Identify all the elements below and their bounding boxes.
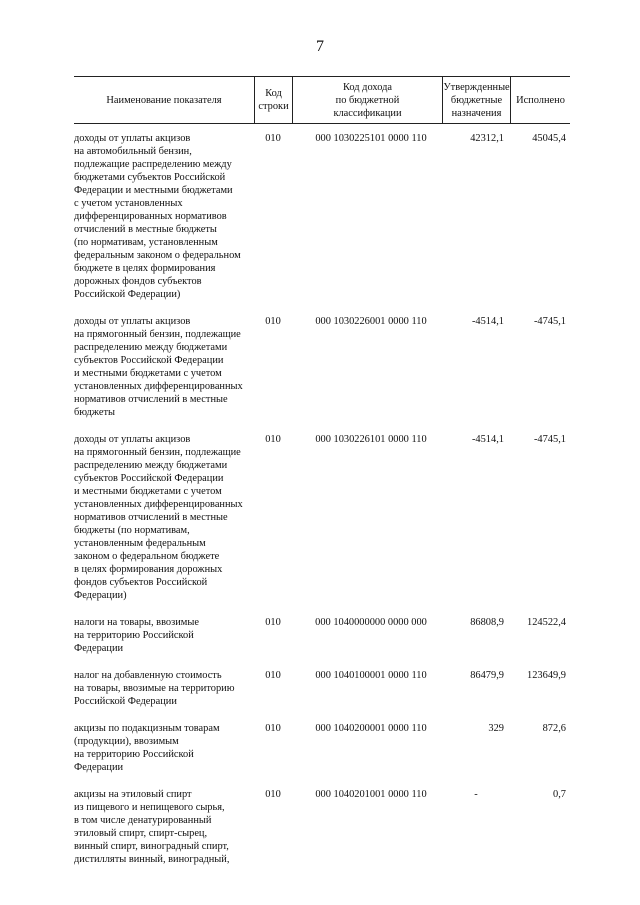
indicator-name: налог на добавленную стоимость на товары, ввозимые на территорию Российской Федерации bbox=[74, 670, 235, 707]
executed-amount: 872,6 bbox=[542, 723, 566, 734]
indicator-name: доходы от уплаты акцизов на автомобильный бензин, подлежащие распределению между бюджетами субъектов Российской Федерации и местными бюджетами с учетом установленных дифференцированных нормативов отчислений в местные бюджеты (по нормативам, установленным федеральным законом о федеральном бюджете в целях формирования дорожных фондов субъектов Российской Федерации) bbox=[74, 133, 241, 300]
indicator-name: налоги на товары, ввозимые на территорию Российской Федерации bbox=[74, 617, 199, 654]
budget-classification-code: 000 1030226101 0000 110 bbox=[315, 434, 427, 445]
indicator-name: доходы от уплаты акцизов на прямогонный бензин, подлежащие распределению между бюджетами субъектов Российской Федерации и местными бюджетами с учетом установленных дифференцированных нормативов отчислений в местные бюджеты (по нормативам, установленным федеральным законом о федеральном бюджете в целях формирования дорожных фондов субъектов Российской Федерации) bbox=[74, 434, 243, 601]
row-code: 010 bbox=[265, 316, 281, 327]
row-code: 010 bbox=[265, 434, 281, 445]
executed-amount: 0,7 bbox=[553, 789, 566, 800]
executed-amount: -4745,1 bbox=[533, 316, 566, 327]
table-header bbox=[74, 76, 570, 124]
row-code: 010 bbox=[265, 723, 281, 734]
table-row bbox=[74, 315, 570, 419]
indicator-name: доходы от уплаты акцизов на прямогонный бензин, подлежащие распределению между бюджетами субъектов Российской Федерации и местными бюджетами с учетом установленных дифференцированных нормативов отчислений в местные бюджеты bbox=[74, 316, 243, 418]
executed-amount: 124522,4 bbox=[527, 617, 566, 628]
header-approved: Утвержденные бюджетные назначения bbox=[442, 77, 510, 123]
indicator-name: акцизы на этиловый спирт из пищевого и непищевого сырья, в том числе денатурированный этиловый спирт, спирт-сырец, винный спирт, виноградный спирт, дистилляты винный, виноградный, bbox=[74, 789, 230, 865]
table-body bbox=[74, 132, 570, 880]
header-executed: Исполнено bbox=[510, 77, 570, 123]
approved-amount: 86479,9 bbox=[470, 670, 504, 681]
budget-classification-code: 000 1040000000 0000 000 bbox=[315, 617, 427, 628]
approved-amount: - bbox=[474, 789, 478, 800]
table-row bbox=[74, 433, 570, 602]
row-code: 010 bbox=[265, 670, 281, 681]
table-row bbox=[74, 788, 570, 866]
approved-amount: 329 bbox=[488, 723, 504, 734]
executed-amount: -4745,1 bbox=[533, 434, 566, 445]
indicator-name: акцизы по подакцизным товарам (продукции), ввозимым на территорию Российской Федерации bbox=[74, 723, 220, 773]
table-row bbox=[74, 669, 570, 708]
table-row bbox=[74, 132, 570, 301]
row-code: 010 bbox=[265, 617, 281, 628]
header-name: Наименование показателя bbox=[106, 94, 222, 106]
approved-amount: 86808,9 bbox=[470, 617, 504, 628]
executed-amount: 45045,4 bbox=[532, 133, 566, 144]
budget-classification-code: 000 1030225101 0000 110 bbox=[315, 133, 427, 144]
budget-classification-code: 000 1040201001 0000 110 bbox=[315, 789, 427, 800]
table-row bbox=[74, 722, 570, 774]
approved-amount: 42312,1 bbox=[470, 133, 504, 144]
approved-amount: -4514,1 bbox=[471, 316, 504, 327]
budget-classification-code: 000 1030226001 0000 110 bbox=[315, 316, 427, 327]
budget-classification-code: 000 1040200001 0000 110 bbox=[315, 723, 427, 734]
row-code: 010 bbox=[265, 789, 281, 800]
table-row bbox=[74, 616, 570, 655]
row-code: 010 bbox=[265, 133, 281, 144]
page-number: 7 bbox=[316, 38, 324, 55]
approved-amount: -4514,1 bbox=[471, 434, 504, 445]
header-kbk: Код дохода по бюджетной классификации bbox=[292, 77, 442, 123]
budget-classification-code: 000 1040100001 0000 110 bbox=[315, 670, 427, 681]
executed-amount: 123649,9 bbox=[527, 670, 566, 681]
header-code: Код строки bbox=[254, 77, 292, 123]
